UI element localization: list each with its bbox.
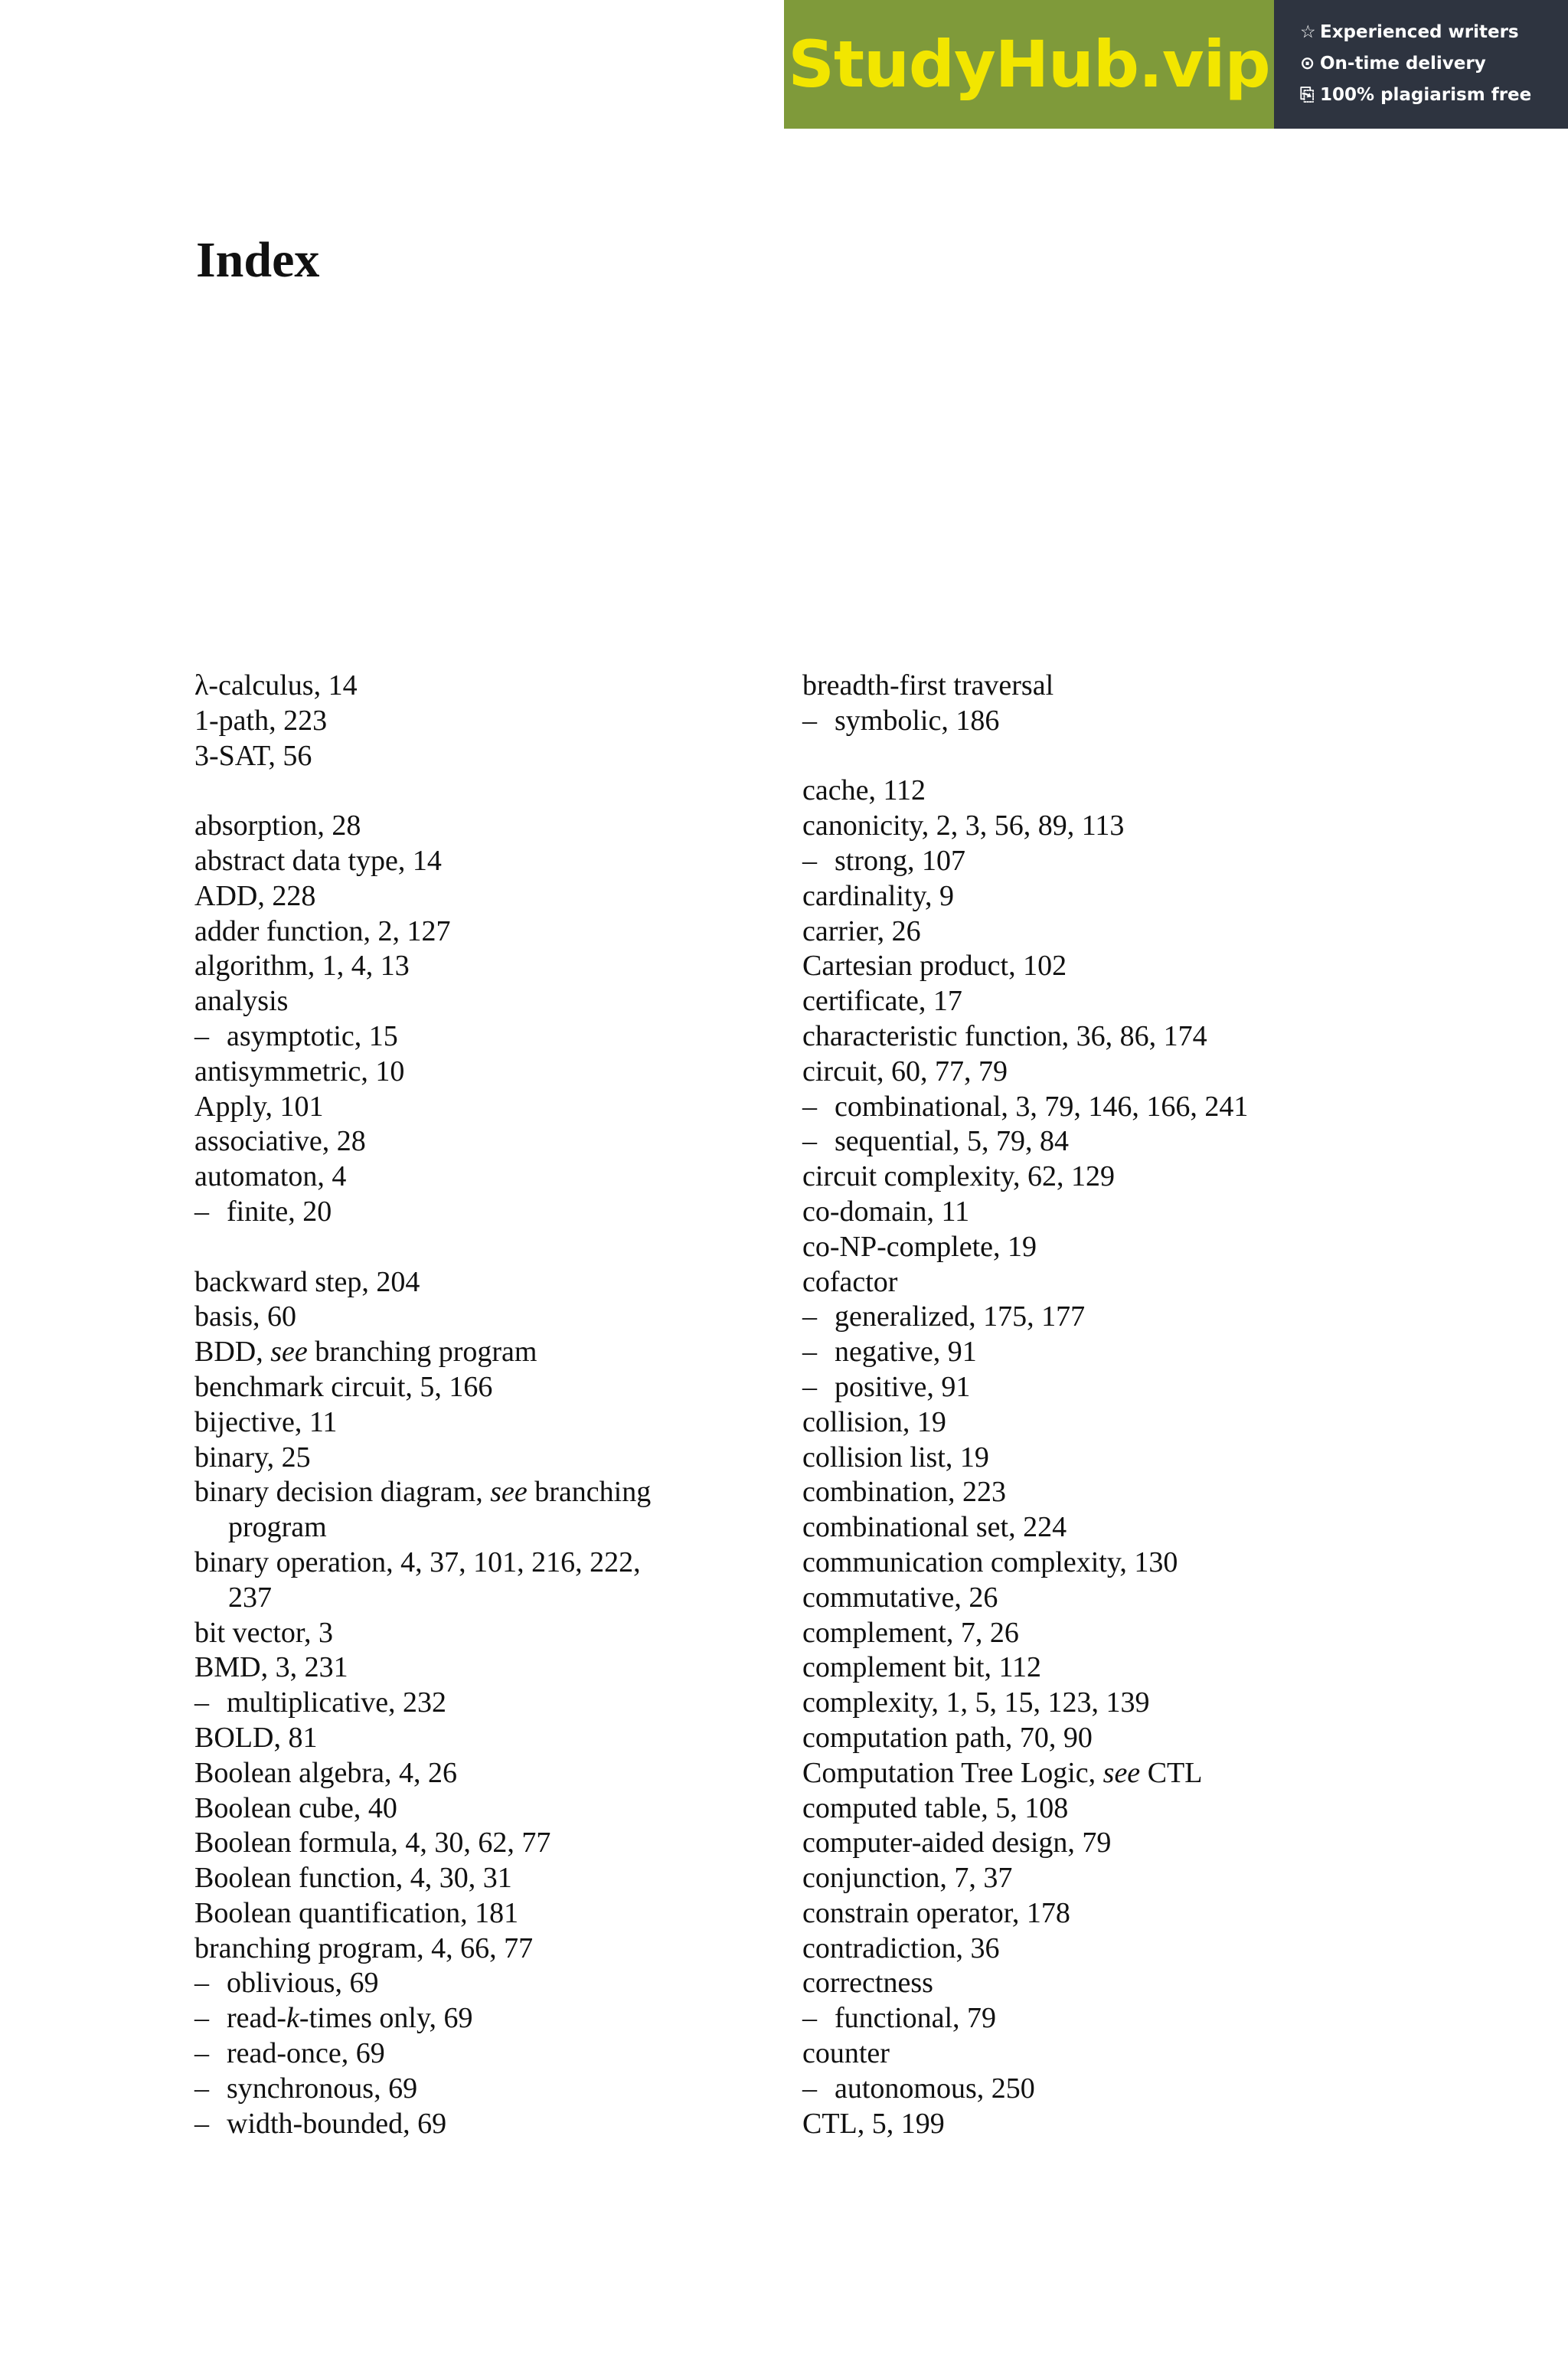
subentry-dash: – bbox=[194, 2072, 209, 2105]
index-entry-see-reference bbox=[802, 1756, 1384, 1791]
index-entry: collision list, 19 bbox=[802, 1441, 989, 1474]
subentry-text: positive, 91 bbox=[835, 1370, 971, 1403]
index-entry-continuation: 237 bbox=[228, 1581, 272, 1614]
subentry-text: multiplicative, 232 bbox=[227, 1686, 447, 1719]
ad-banner[interactable] bbox=[784, 0, 1568, 129]
subentry-text: width-bounded, 69 bbox=[227, 2107, 447, 2140]
subentry-dash: – bbox=[802, 704, 817, 737]
index-entry: associative, 28 bbox=[194, 1125, 366, 1158]
feature-item bbox=[1300, 48, 1568, 80]
subentry-dash: – bbox=[194, 1967, 209, 2000]
index-entry: circuit, 60, 77, 79 bbox=[802, 1055, 1008, 1088]
subentry-dash: – bbox=[194, 2037, 209, 2070]
index-subentry bbox=[802, 844, 1384, 879]
subentry-dash: – bbox=[194, 1686, 209, 1719]
index-entry: co-domain, 11 bbox=[802, 1195, 970, 1228]
index-entry: complement bit, 112 bbox=[802, 1651, 1042, 1684]
index-subentry bbox=[802, 2001, 1384, 2036]
feature-list bbox=[1274, 0, 1568, 129]
index-entry: algorithm, 1, 4, 13 bbox=[194, 950, 410, 983]
subentry-text: read- bbox=[227, 2002, 287, 2035]
subentry-dash: – bbox=[194, 2107, 209, 2140]
index-gap bbox=[194, 774, 776, 809]
index-entry: complement, 7, 26 bbox=[802, 1616, 1019, 1649]
index-subentry bbox=[194, 2072, 776, 2107]
index-subentry bbox=[194, 2107, 776, 2142]
index-entry: computation path, 70, 90 bbox=[802, 1721, 1093, 1754]
index-entry: bijective, 11 bbox=[194, 1405, 338, 1438]
subentry-text: strong, 107 bbox=[835, 844, 965, 877]
index-entry: computer-aided design, 79 bbox=[802, 1827, 1112, 1860]
see-target: branching bbox=[527, 1476, 652, 1509]
see-target: branching program bbox=[307, 1336, 537, 1369]
index-subentry bbox=[194, 2001, 776, 2036]
index-entry-continuation: program bbox=[228, 1511, 327, 1544]
index-entry: cofactor bbox=[802, 1265, 898, 1298]
subentry-text: synchronous, 69 bbox=[227, 2072, 418, 2105]
index-entry: complexity, 1, 5, 15, 123, 139 bbox=[802, 1686, 1150, 1719]
subentry-dash: – bbox=[802, 1336, 817, 1369]
subentry-dash: – bbox=[802, 844, 817, 877]
index-entry: Boolean algebra, 4, 26 bbox=[194, 1756, 457, 1789]
subentry-dash: – bbox=[802, 2072, 817, 2105]
subentry-text: functional, 79 bbox=[835, 2002, 997, 2035]
subentry-variable: k bbox=[286, 2002, 299, 2035]
index-gap bbox=[194, 1230, 776, 1265]
index-entry: antisymmetric, 10 bbox=[194, 1055, 405, 1088]
index-entry: constrain operator, 178 bbox=[802, 1896, 1070, 1929]
index-subentry bbox=[802, 1124, 1384, 1160]
clock-icon: ⊙ bbox=[1300, 54, 1315, 74]
index-entry: collision, 19 bbox=[802, 1405, 946, 1438]
index-entry: bit vector, 3 bbox=[194, 1616, 334, 1649]
subentry-text: finite, 20 bbox=[227, 1195, 332, 1228]
index-entry: conjunction, 7, 37 bbox=[802, 1862, 1013, 1895]
see-label: see bbox=[270, 1336, 308, 1369]
index-subentry bbox=[802, 1300, 1384, 1335]
feature-item bbox=[1300, 80, 1568, 111]
index-entry: breadth-first traversal bbox=[802, 669, 1054, 702]
index-entry: analysis bbox=[194, 985, 289, 1018]
index-entry: binary, 25 bbox=[194, 1441, 311, 1474]
index-entry: counter bbox=[802, 2037, 890, 2070]
index-entry: adder function, 2, 127 bbox=[194, 914, 451, 947]
index-entry: communication complexity, 130 bbox=[802, 1546, 1178, 1578]
index-entry: 3-SAT, 56 bbox=[194, 739, 312, 772]
index-column-right bbox=[802, 669, 1384, 2141]
see-label: see bbox=[490, 1476, 528, 1509]
index-entry: ADD, 228 bbox=[194, 879, 316, 912]
index-entry: backward step, 204 bbox=[194, 1265, 420, 1298]
subentry-text: sequential, 5, 79, 84 bbox=[835, 1125, 1070, 1158]
index-subentry bbox=[802, 704, 1384, 739]
subentry-text: autonomous, 250 bbox=[835, 2072, 1035, 2105]
index-entry: canonicity, 2, 3, 56, 89, 113 bbox=[802, 810, 1125, 842]
index-entry: Boolean function, 4, 30, 31 bbox=[194, 1862, 512, 1895]
index-entry: λ-calculus, 14 bbox=[194, 669, 358, 702]
page-title: Index bbox=[196, 232, 320, 288]
index-entry: certificate, 17 bbox=[802, 985, 962, 1018]
star-icon: ☆ bbox=[1300, 22, 1316, 42]
subentry-text: oblivious, 69 bbox=[227, 1967, 379, 2000]
index-entry: commutative, 26 bbox=[802, 1581, 998, 1614]
index-entry: 1-path, 223 bbox=[194, 704, 328, 737]
index-entry: correctness bbox=[802, 1967, 933, 2000]
subentry-text: asymptotic, 15 bbox=[227, 1019, 398, 1052]
index-entry: basis, 60 bbox=[194, 1300, 296, 1333]
index-entry: contradiction, 36 bbox=[802, 1932, 1000, 1964]
document-check-icon: ⎘ bbox=[1300, 85, 1315, 105]
index-subentry bbox=[194, 2036, 776, 2072]
index-entry: benchmark circuit, 5, 166 bbox=[194, 1370, 493, 1403]
index-entry: combinational set, 224 bbox=[802, 1511, 1067, 1544]
subentry-dash: – bbox=[194, 1195, 209, 1228]
index-entry: Cartesian product, 102 bbox=[802, 950, 1067, 983]
index-entry: Apply, 101 bbox=[194, 1090, 324, 1123]
index-subentry bbox=[802, 1090, 1384, 1125]
index-column-left bbox=[194, 669, 776, 2141]
subentry-text: combinational, 3, 79, 146, 166, 241 bbox=[835, 1090, 1249, 1123]
subentry-text: read-once, 69 bbox=[227, 2037, 385, 2070]
index-subentry bbox=[194, 1966, 776, 2001]
index-entry-see-reference bbox=[194, 1475, 776, 1510]
feature-text: 100% plagiarism free bbox=[1320, 85, 1532, 105]
index-entry: Boolean cube, 40 bbox=[194, 1791, 397, 1824]
index-entry: cardinality, 9 bbox=[802, 879, 955, 912]
index-entry: binary operation, 4, 37, 101, 216, 222, bbox=[194, 1546, 641, 1578]
index-entry: BMD, 3, 231 bbox=[194, 1651, 348, 1684]
index-subentry bbox=[194, 1019, 776, 1055]
index-entry: BOLD, 81 bbox=[194, 1721, 318, 1754]
index-entry: cache, 112 bbox=[802, 774, 926, 807]
subentry-text: symbolic, 186 bbox=[835, 704, 1000, 737]
subentry-dash: – bbox=[802, 2002, 817, 2035]
see-label: see bbox=[1102, 1756, 1141, 1789]
index-entry: branching program, 4, 66, 77 bbox=[194, 1932, 534, 1964]
subentry-dash: – bbox=[802, 1300, 817, 1333]
index-entry: computed table, 5, 108 bbox=[802, 1791, 1069, 1824]
subentry-dash: – bbox=[194, 1019, 209, 1052]
index-entry-see-reference bbox=[194, 1335, 776, 1370]
brand-name: StudyHub.vip bbox=[788, 27, 1270, 102]
index-subentry bbox=[802, 1335, 1384, 1370]
index-entry: automaton, 4 bbox=[194, 1160, 347, 1193]
feature-item bbox=[1300, 17, 1568, 48]
subentry-dash: – bbox=[802, 1090, 817, 1123]
index-subentry bbox=[802, 2072, 1384, 2107]
feature-text: On-time delivery bbox=[1320, 54, 1486, 74]
index-entry: CTL, 5, 199 bbox=[802, 2107, 945, 2140]
index-entry: absorption, 28 bbox=[194, 810, 361, 842]
entry-text: binary decision diagram, bbox=[194, 1476, 491, 1509]
index-entry: characteristic function, 36, 86, 174 bbox=[802, 1019, 1207, 1052]
index-entry: circuit complexity, 62, 129 bbox=[802, 1160, 1116, 1193]
index-subentry bbox=[194, 1195, 776, 1230]
index-subentry bbox=[194, 1686, 776, 1721]
subentry-text: negative, 91 bbox=[835, 1336, 977, 1369]
index-entry: Boolean formula, 4, 30, 62, 77 bbox=[194, 1827, 551, 1860]
index-entry: combination, 223 bbox=[802, 1476, 1006, 1509]
index-entry: Boolean quantification, 181 bbox=[194, 1896, 519, 1929]
subentry-dash: – bbox=[194, 2002, 209, 2035]
index-entry: carrier, 26 bbox=[802, 914, 921, 947]
entry-text: BDD, bbox=[194, 1336, 271, 1369]
see-target: CTL bbox=[1140, 1756, 1203, 1789]
index-gap bbox=[802, 739, 1384, 774]
index-entry: abstract data type, 14 bbox=[194, 844, 442, 877]
index-subentry bbox=[802, 1370, 1384, 1405]
entry-text: Computation Tree Logic, bbox=[802, 1756, 1103, 1789]
subentry-text: -times only, 69 bbox=[299, 2002, 473, 2035]
subentry-text: generalized, 175, 177 bbox=[835, 1300, 1086, 1333]
subentry-dash: – bbox=[802, 1125, 817, 1158]
brand-logo[interactable] bbox=[784, 0, 1274, 129]
index-entry: co-NP-complete, 19 bbox=[802, 1230, 1037, 1263]
feature-text: Experienced writers bbox=[1320, 22, 1519, 42]
subentry-dash: – bbox=[802, 1370, 817, 1403]
